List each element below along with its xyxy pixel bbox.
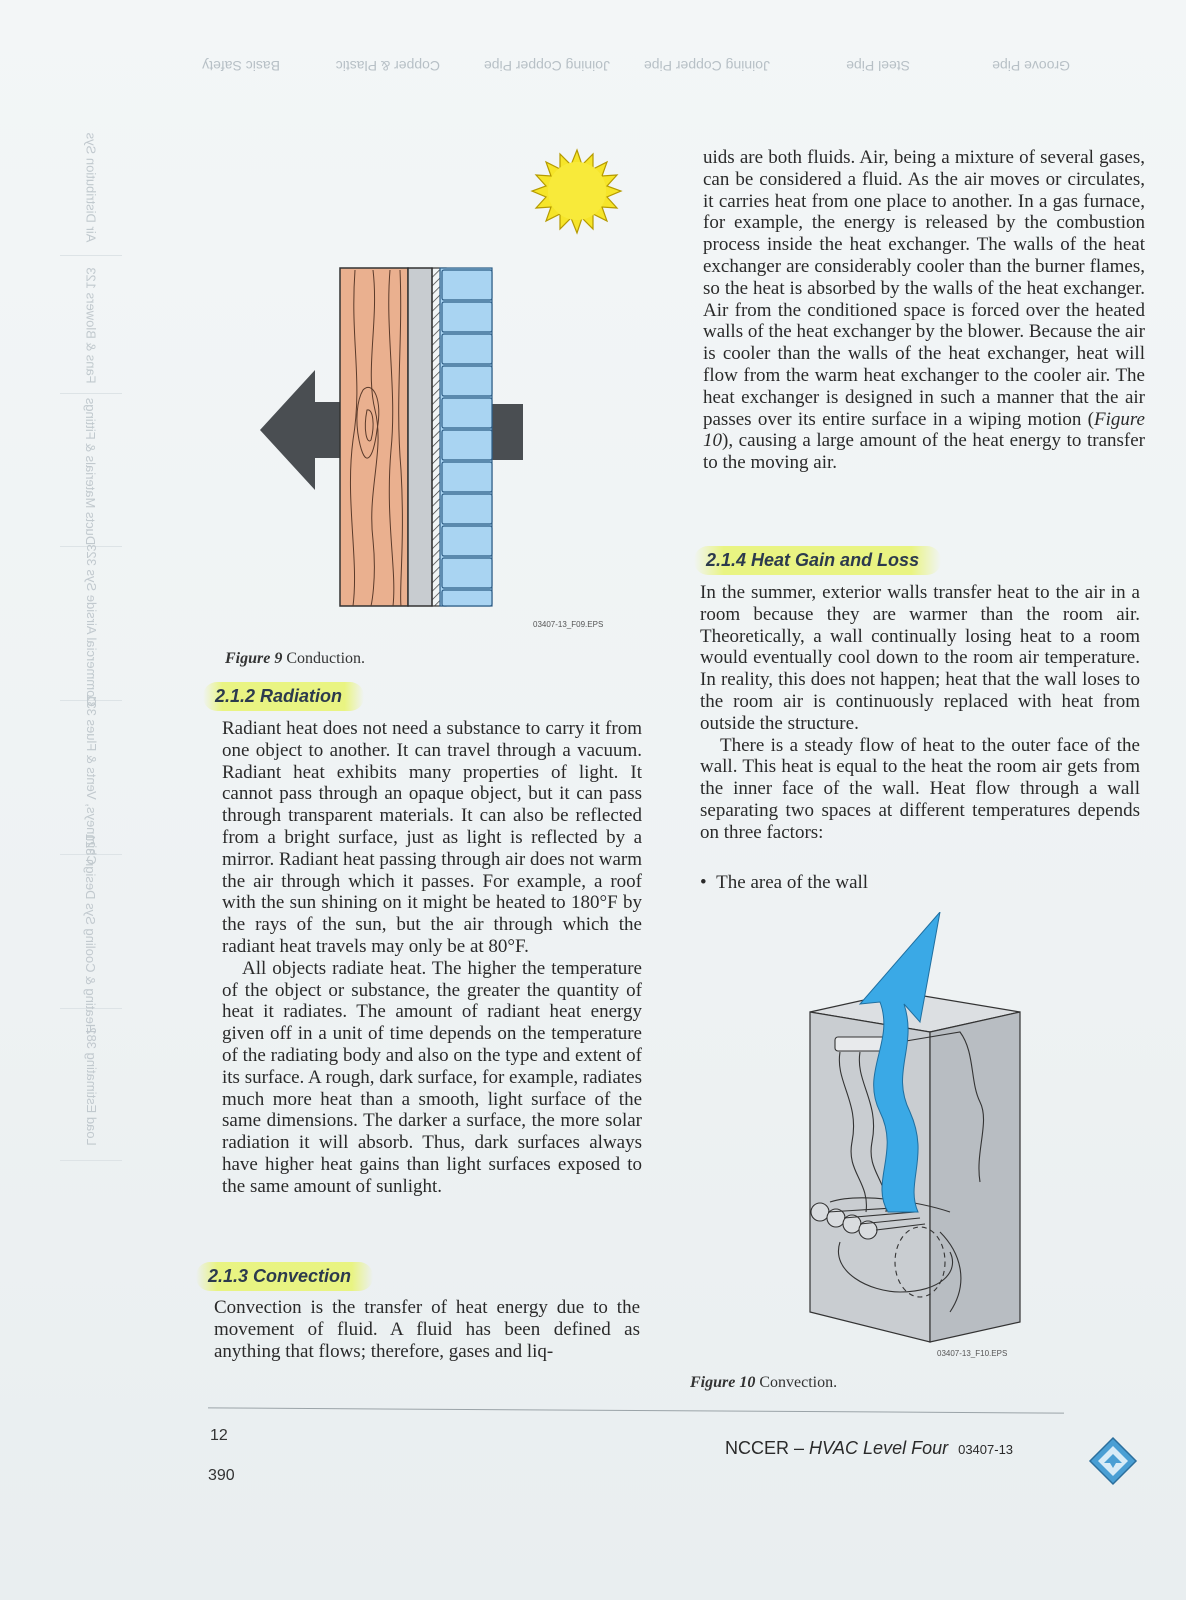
footer-module-code: 03407-13: [958, 1442, 1014, 1457]
bleed-tab: Joining Copper Pipe: [483, 58, 610, 74]
footer-publisher: NCCER: [725, 1438, 790, 1458]
figure-10-caption-label: Figure 10: [690, 1374, 756, 1391]
paragraph: Convection is the transfer of heat energy due to the movement of fluid. A fluid has been defined as anything that flows; therefore, gases and liq-: [214, 1297, 640, 1362]
figure-10-file-tag: 03407-13_F10.EPS: [937, 1349, 1008, 1358]
paragraph: All objects radiate heat. The higher the temperature of the object or substance, the greater the quantity of heat it radiates. The amount of radiant heat energy given off in a unit of time depends on the temperature of the radiating body and also on the type and extent of its surface. A rough, dark surface, for example, radiates much more heat than a smooth, light surface of the same dimensions. The darker a surface, the more solar radiation it will absorb. Thus, dark surfaces always have higher heat gains than light surfaces exposed to the same amount of sunlight.: [222, 957, 642, 1197]
bleed-through-top-tabs: [170, 50, 1100, 90]
bleed-side-tab: Air Distribution Sys: [83, 132, 99, 243]
figure-10-caption-text: Convection.: [759, 1374, 838, 1391]
figure-9-conduction-illustration: [255, 140, 625, 630]
bleed-side-tab: Commercial Airside Sys 323: [83, 543, 99, 707]
footer-course-title: HVAC Level Four: [809, 1438, 949, 1458]
figure-9-caption-text: Conduction.: [286, 650, 366, 667]
bleed-tab: Basic Safety: [202, 58, 280, 74]
bleed-tab: Joining Copper Pipe: [643, 58, 770, 74]
nccer-logo-icon: [1088, 1436, 1138, 1486]
figure-9-caption-label: Figure 9: [225, 650, 283, 667]
paragraph: Radiant heat does not need a substance to carry it from one object to another. It can travel through a vacuum. Radiant heat exhibits many properties of light. It cannot pass through an opaque object, but it can pass through transparent materials. It can also be reflected from a bright surface, just as light is reflected by a mirror. Radiant heat passing through air does not warm the air through which it passes. For example, a roof with the sun shining on it might be heated to 180°F by the rays of the sun, but the air through which the radiant heat travels may only be at 80°F.: [222, 718, 642, 957]
right-column-continuation: [703, 147, 1145, 474]
figure-10-reference: Figure 10: [703, 408, 1145, 452]
sheathing-layer: [408, 268, 432, 606]
section-heading-heat-gain-loss: 2.1.4 Heat Gain and Loss: [694, 546, 941, 575]
page-number: 12: [210, 1427, 228, 1444]
sun-icon: [532, 150, 621, 233]
bullet-dot-icon: •: [700, 872, 717, 893]
figure-10-caption: [690, 1374, 837, 1392]
insulation-blocks: [440, 268, 492, 606]
radiation-body: [222, 718, 642, 1198]
bleed-side-tab: Fans & Blowers 123: [83, 267, 99, 384]
bleed-tab: Steel Pipe: [846, 58, 910, 74]
bleed-side-tab: Load Estimating 382: [83, 1026, 99, 1146]
bleed-tab: Groove Pipe: [992, 58, 1070, 74]
bleed-side-tab: Chimneys, Vents & Flues 331: [83, 693, 99, 865]
bleed-tab: Copper & Plastic: [335, 58, 440, 74]
bullet-item: • The area of the wall: [700, 872, 869, 893]
bleed-side-tab: Ducts Materials & Fittings: [83, 397, 99, 545]
footer-divider: [208, 1407, 1064, 1413]
paragraph: In the summer, exterior walls transfer heat to the air in a room because they are warmer than the room air. Theoretically, a wall continually losing heat to a room would eventually cool down to the room air temperature. In reality, this does not happen; heat that the wall loses to the room air is continuously replaced with heat from outside the structure.: [700, 582, 1140, 734]
heat-gain-loss-body: [700, 582, 1140, 844]
figure-9-file-tag: 03407-13_F09.EPS: [533, 620, 604, 629]
figure-9-caption: [225, 650, 365, 668]
section-heading-convection: 2.1.3 Convection: [196, 1262, 373, 1291]
paragraph: There is a steady flow of heat to the outer face of the wall. This heat is equal to the heat the room air gets from the inner face of the wall. Heat flow through a wall separating two spaces at different temperatures depends on three factors:: [700, 734, 1140, 843]
section-heading-radiation: 2.1.2 Radiation: [203, 682, 364, 711]
footer-book-title: NCCER – HVAC Level Four 03407-13: [725, 1438, 1014, 1458]
convection-body: [214, 1297, 640, 1362]
bleed-side-tab: Heating & Cooling Sys Design 321: [83, 833, 99, 1033]
bleed-through-side-tabs: [60, 120, 125, 1160]
paragraph: uids are both fluids. Air, being a mixture of several gases, can be considered a fluid. As the air moves or circulates, it carries heat from one place to another. In a gas furnace, for example, the energy is released by the combustion process inside the heat exchanger. The walls of the heat exchanger are considerably cooler than the burner flames, so the heat is absorbed by the walls of the heat exchanger. Air from the conditioned space is forced over the heated walls of the heat exchanger by the blower. Because the air is cooler than the walls of the heat exchanger, heat will flow from the warm heat exchanger to the cooler air. The heat exchanger is designed in such a manner that the air passes over its entire surface in a wiping motion (Figure 10), causing a large amount of the heat energy to transfer to the moving air.: [703, 147, 1145, 474]
book-page-number: 390: [208, 1467, 235, 1484]
figure-10-convection-illustration: [800, 912, 1030, 1352]
